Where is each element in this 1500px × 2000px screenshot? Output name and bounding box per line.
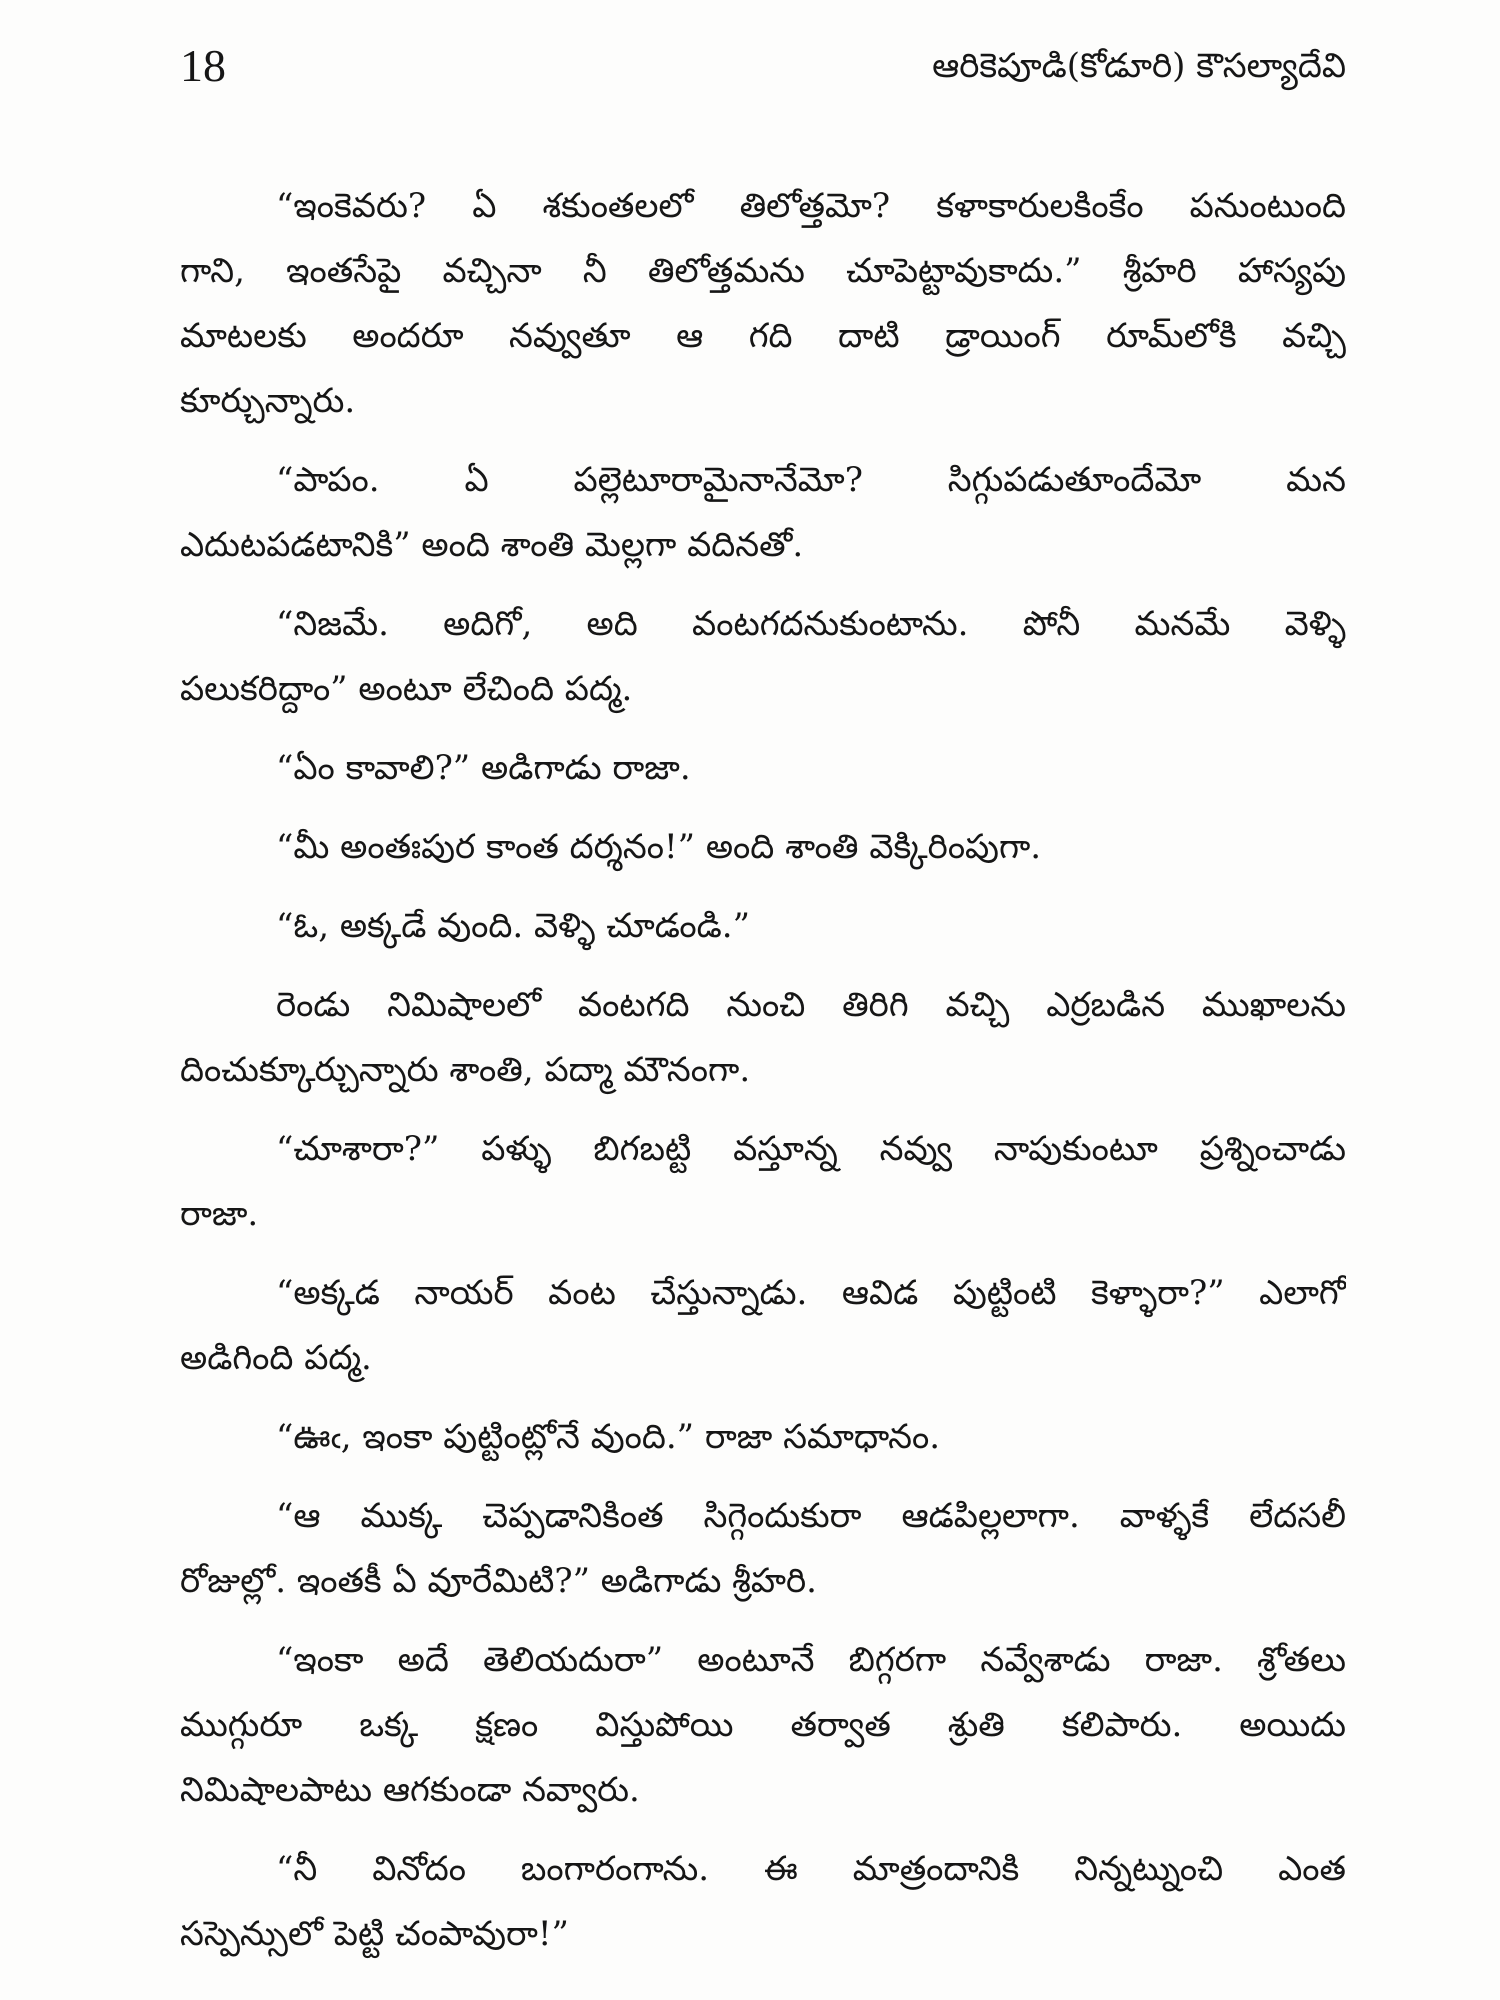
text-line: కూర్చున్నారు. <box>180 381 356 421</box>
text-line: “మీ అంతఃపుర కాంత దర్శనం!” అంది శాంతి వెక్కిరింపుగా. <box>276 827 1042 867</box>
text-line: “ఊఁ, ఇంకా పుట్టింట్లోనే వుంది.” రాజా సమాధానం. <box>276 1417 941 1457</box>
text-line: అడిగింది పద్మ. <box>180 1338 372 1378</box>
paragraph <box>180 1117 1346 1247</box>
paragraph <box>180 174 1346 434</box>
running-head: ఆరికెపూడి(కోడూరి) కౌసల్యాదేవి <box>932 46 1346 86</box>
text-line: రోజుల్లో. ఇంతకీ ఏ వూరేమిటి?” అడిగాడు శ్రీహరి. <box>180 1561 817 1601</box>
text-line: రాజా. <box>180 1194 259 1234</box>
text-line: “ఇంకా అదే తెలియదురా” అంటూనే బిగ్గరగా నవ్వేశాడు రాజా. శ్రోతలు <box>276 1640 1346 1680</box>
text-line: “నిజమే. అదిగో, అది వంటగదనుకుంటాను. పోనీ మనమే వెళ్ళి <box>276 604 1346 644</box>
paragraph <box>180 1837 1346 1967</box>
text-line: “ఇంకెవరు? ఏ శకుంతలలో తిలోత్తమో? కళాకారులకింకేం పనుంటుంది <box>276 186 1346 226</box>
paragraph <box>180 448 1346 578</box>
text-line: నిమిషాలపాటు ఆగకుండా నవ్వారు. <box>180 1770 640 1810</box>
text-line: మాటలకు అందరూ నవ్వుతూ ఆ గది దాటి డ్రాయింగ్ రూమ్‌లోకి వచ్చి <box>180 316 1346 356</box>
paragraph <box>180 1628 1346 1823</box>
text-line: ముగ్గురూ ఒక్క క్షణం విస్తుపోయి తర్వాత శ్రుతి కలిపారు. అయిదు <box>180 1705 1346 1745</box>
text-line: “చూశారా?” పళ్ళు బిగబట్టి వస్తూన్న నవ్వు నాపుకుంటూ ప్రశ్నించాడు <box>276 1129 1346 1169</box>
body-text <box>180 174 1346 1967</box>
text-line: “నీ వినోదం బంగారంగాను. ఈ మాత్రందానికి నిన్నట్నుంచి ఎంత <box>276 1849 1346 1889</box>
paragraph <box>180 592 1346 722</box>
paragraph <box>180 815 1346 880</box>
text-line: పలుకరిద్దాం” అంటూ లేచింది పద్మ. <box>180 669 633 709</box>
text-line: రెండు నిమిషాలలో వంటగది నుంచి తిరిగి వచ్చి ఎర్రబడిన ముఖాలను <box>276 985 1346 1025</box>
paragraph <box>180 1405 1346 1470</box>
text-line: దించుక్కూర్చున్నారు శాంతి, పద్మా మౌనంగా. <box>180 1050 751 1090</box>
text-line: “ఆ ముక్క చెప్పడానికింత సిగ్గెందుకురా ఆడపిల్లలాగా. వాళ్ళకే లేదసలీ <box>276 1496 1346 1536</box>
page-number: 18 <box>180 40 226 91</box>
text-line: “ఏం కావాలి?” అడిగాడు రాజా. <box>276 748 691 788</box>
text-line: సస్పెన్సులో పెట్టి చంపావురా!” <box>180 1914 569 1954</box>
text-line: “ఓ, అక్కడే వుంది. వెళ్ళి చూడండి.” <box>276 906 750 946</box>
paragraph <box>180 973 1346 1103</box>
page-header <box>180 38 1346 94</box>
text-line: గాని, ఇంతసేపై వచ్చినా నీ తిలోత్తమను చూపెట్టావుకాదు.” శ్రీహరి హాస్యపు <box>180 251 1346 291</box>
paragraph <box>180 894 1346 959</box>
text-line: “పాపం. ఏ పల్లెటూరామైనానేమో? సిగ్గుపడుతూందేమో మన <box>276 460 1346 500</box>
paragraph <box>180 1484 1346 1614</box>
paragraph <box>180 736 1346 801</box>
paragraph <box>180 1261 1346 1391</box>
text-line: ఎదుటపడటానికి” అంది శాంతి మెల్లగా వదినతో. <box>180 525 804 565</box>
text-line: “అక్కడ నాయర్ వంట చేస్తున్నాడు. ఆవిడ పుట్టింటి కెళ్ళారా?” ఎలాగో <box>276 1273 1346 1313</box>
